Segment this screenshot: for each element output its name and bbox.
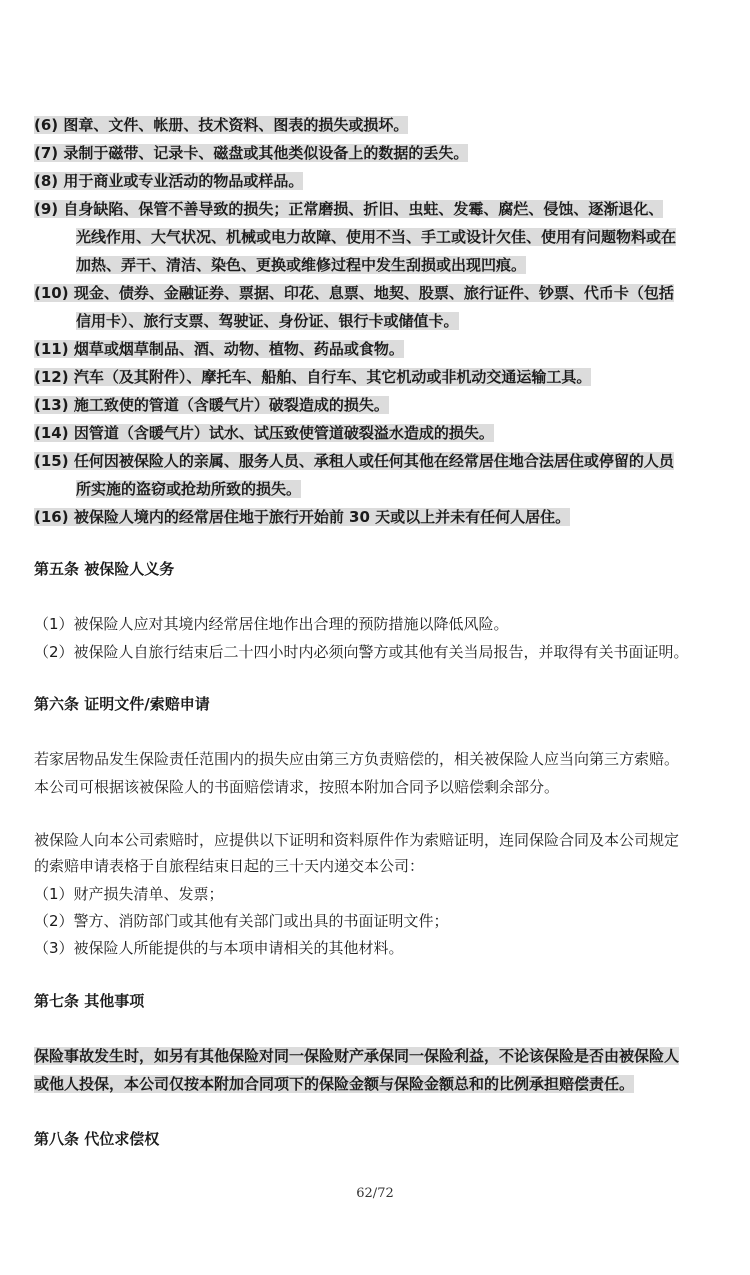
item-text: 汽车（及其附件）、摩托车、船舶、自行车、其它机动或非机动交通运输工具。 bbox=[73, 368, 592, 386]
article-8-heading: 第八条 代位求偿权 bbox=[34, 1130, 160, 1148]
exclusion-item-6 bbox=[34, 111, 408, 139]
exclusion-item-7 bbox=[34, 139, 468, 167]
article-6-heading: 第六条 证明文件/索赔申请 bbox=[34, 695, 210, 713]
item-text: 自身缺陷、保管不善导致的损失；正常磨损、折旧、虫蛀、发霉、腐烂、侵蚀、逐渐退化、 bbox=[63, 200, 664, 218]
item-number: (16) bbox=[34, 508, 69, 526]
article-7-text: 或他人投保，本公司仅按本附加合同项下的保险金额与保险金额总和的比例承担赔偿责任。 bbox=[34, 1075, 635, 1093]
exclusion-item-15-line-2 bbox=[76, 475, 301, 503]
item-number: (13) bbox=[34, 396, 69, 414]
article-5-heading: 第五条 被保险人义务 bbox=[34, 560, 175, 578]
item-number: (6) bbox=[34, 116, 59, 134]
item-text: 信用卡）、旅行支票、驾驶证、身份证、银行卡或储值卡。 bbox=[76, 312, 459, 330]
exclusion-item-15 bbox=[34, 447, 674, 475]
page-number: 62/72 bbox=[356, 1186, 394, 1201]
item-number: (7) bbox=[34, 144, 59, 162]
item-text: 烟草或烟草制品、酒、动物、植物、药品或食物。 bbox=[73, 340, 404, 358]
item-text: 图章、文件、帐册、技术资料、图表的损失或损坏。 bbox=[63, 116, 409, 134]
article-5-item-1: （1）被保险人应对其境内经常居住地作出合理的预防措施以降低风险。 bbox=[34, 615, 509, 633]
item-number: (14) bbox=[34, 424, 69, 442]
article-7-heading: 第七条 其他事项 bbox=[34, 992, 145, 1010]
item-text: 被保险人境内的经常居住地于旅行开始前 30 天或以上并未有任何人居住。 bbox=[73, 508, 571, 526]
exclusion-item-12 bbox=[34, 363, 591, 391]
item-text: 用于商业或专业活动的物品或样品。 bbox=[63, 172, 304, 190]
exclusion-item-9-line-3 bbox=[76, 251, 526, 279]
item-text: 因管道（含暖气片）试水、试压致使管道破裂溢水造成的损失。 bbox=[73, 424, 494, 442]
article-7-text: 保险事故发生时，如另有其他保险对同一保险财产承保同一保险利益，不论该保险是否由被保险人 bbox=[34, 1047, 680, 1065]
exclusion-item-11 bbox=[34, 335, 404, 363]
item-text: 施工致使的管道（含暖气片）破裂造成的损失。 bbox=[73, 396, 389, 414]
article-6-para-2-line-1: 被保险人向本公司索赔时，应提供以下证明和资料原件作为索赔证明，连同保险合同及本公司规定 bbox=[34, 831, 680, 849]
item-number: (12) bbox=[34, 368, 69, 386]
item-number: (9) bbox=[34, 200, 59, 218]
item-number: (10) bbox=[34, 284, 69, 302]
article-7-line-2 bbox=[34, 1070, 634, 1098]
article-6-para-2-line-2: 的索赔申请表格于自旅程结束日起的三十天内递交本公司： bbox=[34, 857, 425, 875]
exclusion-item-14 bbox=[34, 419, 494, 447]
item-text: 录制于磁带、记录卡、磁盘或其他类似设备上的数据的丢失。 bbox=[63, 144, 469, 162]
article-6-para-1-line-1: 若家居物品发生保险责任范围内的损失应由第三方负责赔偿的，相关被保险人应当向第三方索赔。 bbox=[34, 750, 680, 768]
item-number: (11) bbox=[34, 340, 69, 358]
exclusion-item-9-line-2 bbox=[76, 223, 676, 251]
exclusion-item-16 bbox=[34, 503, 570, 531]
exclusion-item-8 bbox=[34, 167, 303, 195]
article-6-item-3: （3）被保险人所能提供的与本项申请相关的其他材料。 bbox=[34, 939, 404, 957]
item-text: 光线作用、大气状况、机械或电力故障、使用不当、手工或设计欠佳、使用有问题物料或在 bbox=[76, 228, 677, 246]
item-text: 现金、债券、金融证券、票据、印花、息票、地契、股票、旅行证件、钞票、代币卡（包括 bbox=[73, 284, 674, 302]
exclusion-item-9 bbox=[34, 195, 663, 223]
item-text: 所实施的盗窃或抢劫所致的损失。 bbox=[76, 480, 302, 498]
item-number: (8) bbox=[34, 172, 59, 190]
item-text: 加热、弄干、清洁、染色、更换或维修过程中发生刮损或出现凹痕。 bbox=[76, 256, 527, 274]
item-number: (15) bbox=[34, 452, 69, 470]
article-6-item-2: （2）警方、消防部门或其他有关部门或出具的书面证明文件； bbox=[34, 912, 449, 930]
item-text: 任何因被保险人的亲属、服务人员、承租人或任何其他在经常居住地合法居住或停留的人员 bbox=[73, 452, 674, 470]
article-7-line-1 bbox=[34, 1042, 679, 1070]
exclusion-item-10-line-2 bbox=[76, 307, 459, 335]
article-5-item-2: （2）被保险人自旅行结束后二十四小时内必须向警方或其他有关当局报告，并取得有关书面证明。 bbox=[34, 643, 689, 661]
exclusion-item-10 bbox=[34, 279, 674, 307]
article-6-item-1: （1）财产损失清单、发票； bbox=[34, 885, 224, 903]
exclusion-item-13 bbox=[34, 391, 389, 419]
article-6-para-1-line-2: 本公司可根据该被保险人的书面赔偿请求，按照本附加合同予以赔偿剩余部分。 bbox=[34, 778, 560, 796]
